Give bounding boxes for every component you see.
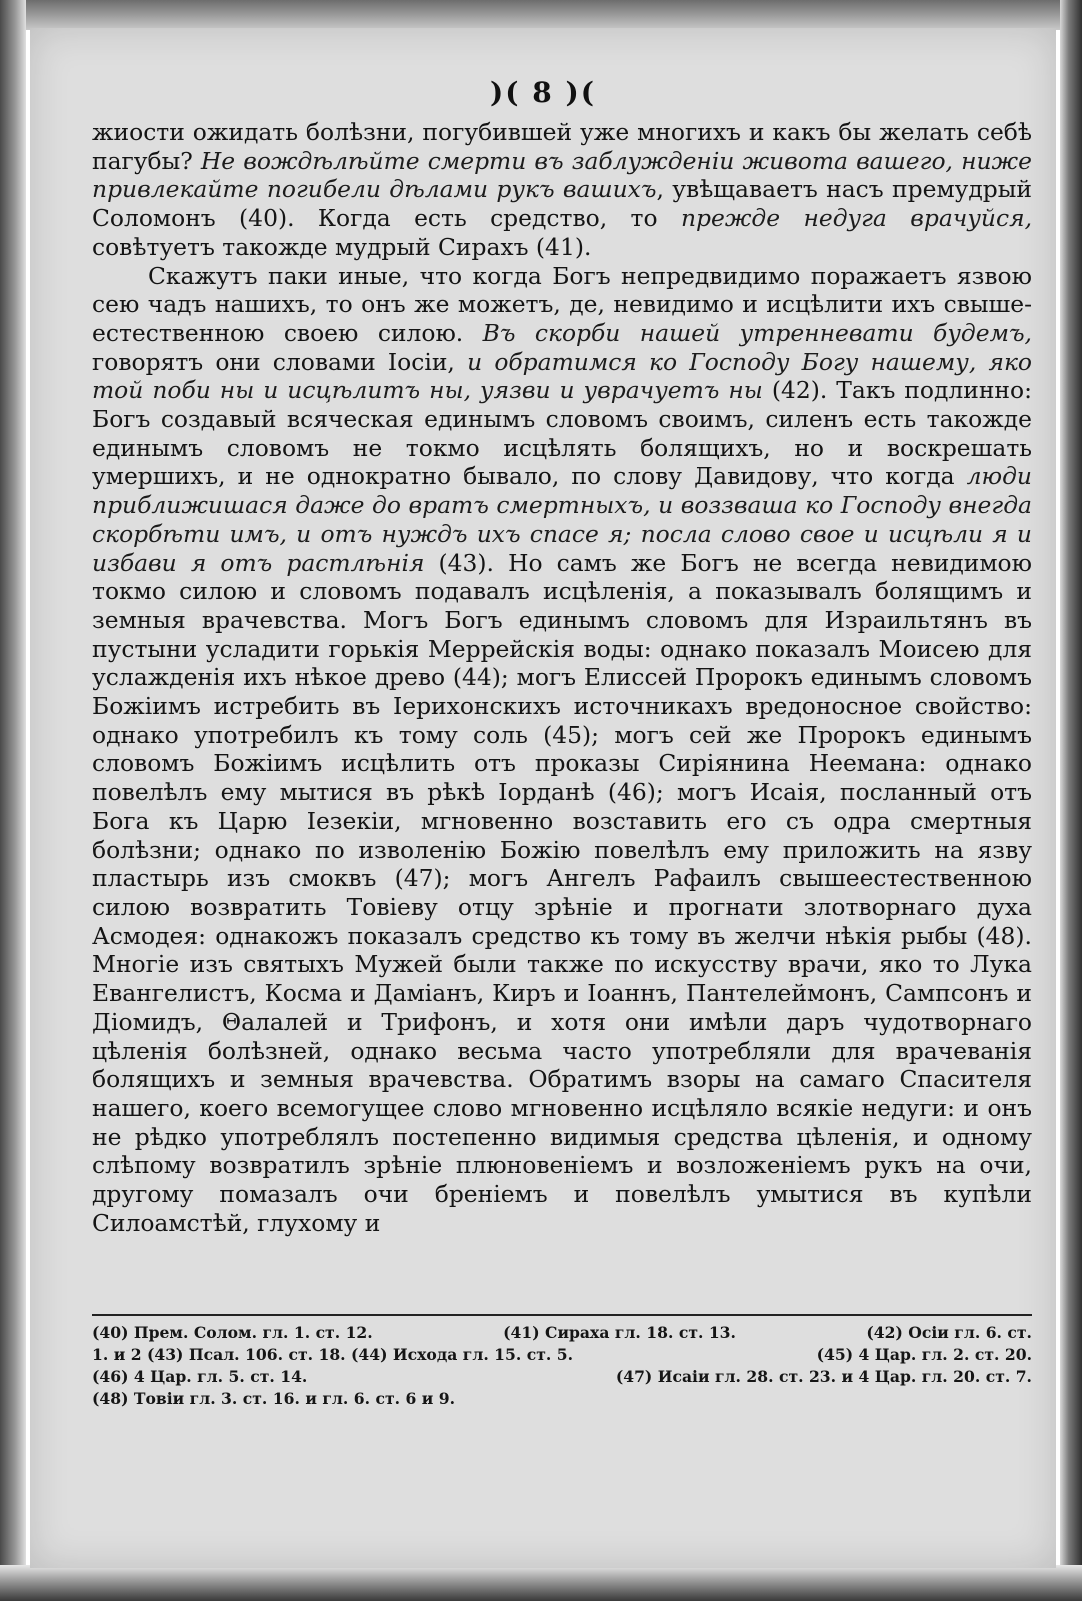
page-number: )( 8 )( <box>490 76 596 109</box>
scan-edge-right <box>1060 0 1082 1601</box>
footnote-reference: 1. и 2 (43) Псал. 106. ст. 18. (44) Исхода гл. 15. ст. 5. <box>92 1345 574 1364</box>
footnote-reference: (48) Товiи гл. 3. ст. 16. и гл. 6. ст. 6 и 9. <box>92 1389 456 1408</box>
scripture-quote: и обратимся ко Господу Богу нашему, яко той поби ны и исцѣлитъ ны, уязви и уврачуетъ ны <box>92 347 1033 405</box>
text-run: жиости ожидать болѣзни, погубившей уже многихъ и какъ бы желать себѣ пагубы? <box>92 118 1032 175</box>
footnote-line <box>92 1388 1032 1410</box>
footnote-reference: (45) 4 Цар. гл. 2. ст. 20. <box>816 1345 1032 1364</box>
text-run: говорятъ они словами Iосiи, <box>92 347 468 376</box>
scan-edge-bottom <box>0 1565 1082 1601</box>
footnote-line <box>92 1344 1032 1366</box>
paragraph <box>92 262 1032 1238</box>
scan-edge-left <box>0 0 26 1601</box>
footnote-reference: (47) Исаiи гл. 28. ст. 23. и 4 Цар. гл. 20. ст. 7. <box>615 1367 1032 1386</box>
footnote-reference: (42) Осiи гл. 6. ст. <box>866 1323 1032 1342</box>
footnote-reference: (46) 4 Цар. гл. 5. ст. 14. <box>92 1367 308 1386</box>
scripture-quote: Не вождѣлѣйте смерти въ заблужденiи живота вашего, нижe привлекайте погибели дѣлами рукъ вашихъ <box>92 146 1032 204</box>
text-run: (42). Такъ подлинно: Богъ создавый всяческая единымъ словомъ своимъ, силенъ есть такожде единымъ словомъ не токмо исцѣлять болящихъ, но и воскрешать умершихъ, и не однократно бывало, по слову Давидову, что когда <box>92 376 1032 491</box>
footnote-divider <box>92 1314 1032 1316</box>
book-page <box>30 28 1056 1568</box>
text-run: (43). Но самъ же Богъ не всегда невидимою токмо силою и словомъ подавалъ исцѣленiя, а показывалъ болящимъ и земныя врачевства. Могъ Богъ единымъ словомъ для Израильтянъ въ пустыни усладити горькiя Меррейскiя воды: однако показалъ Моисею для услажденiя ихъ нѣкое древо (44); могъ Елиссей Пророкъ единымъ словомъ Божiимъ истребить въ Iерихонскихъ источникахъ вредоносное свойство: однако употребилъ къ тому соль (45); могъ сей же Пророкъ единымъ словомъ Божiимъ исцѣлить отъ проказы Сирiянина Неемана: однако повелѣлъ ему мытися въ рѣкѣ Iорданѣ (46); могъ Исаiя, посланный отъ Бога къ Царю Iезекiи, мгновенно возставить его съ одра смертныя болѣзни; однако по изволенiю Божiю повелѣлъ ему приложить на язву пластырь изъ смоквъ (47); могъ Ангелъ Рафаилъ свышеестественною силою возвратить Товiеву отцу зрѣнiе и прогнати злотворнаго духа Асмодея: однакожъ показалъ средство къ тому въ желчи нѣкiя рыбы (48). Многiе изъ святыхъ Мужей были также по искусству врачи, яко то Лука Евангелистъ, Косма и Дамiанъ, Киръ и Iоаннъ, Пантелеймонъ, Сампсонъ и Дiомидъ, Θалалей и Трифонъ, и хотя они имѣли даръ чудотворнаго цѣленiя болѣзней, однако весьма часто употребляли для врачеванiя болящихъ и земныя врачевства. Обратимъ взоры на самаго Спасителя нашего, коего всемогущее слово мгновенно исцѣляло всякiе недуги: и онъ не рѣдко употреблялъ постепенно видимыя средства цѣленiя, и одному слѣпому возвратилъ зрѣнiе плюновенiемъ и возложенiемъ рукъ на очи, другому помазалъ очи бренiемъ и повелѣлъ умытися въ купѣли Силоамстѣй, глухому и <box>92 548 1032 1237</box>
footnote-line <box>92 1366 1032 1388</box>
scan-edge-top <box>0 0 1082 30</box>
main-text <box>92 118 1032 1237</box>
scripture-quote: люди приближишася даже до вратъ смертныхъ, и воззваша ко Господу внегда скорбѣти имъ, и отъ нуждъ ихъ спасе я; посла слово свое и исцѣли я и избави я отъ растлѣнiя <box>92 462 1032 577</box>
footnote-reference: (41) Сираха гл. 18. ст. 13. <box>503 1323 736 1342</box>
text-run: совѣтуетъ такожде мудрый Сирахъ (41). <box>92 232 592 261</box>
scripture-quote: Въ скорби нашей утренневати будемъ, <box>482 318 1032 347</box>
scripture-quote: прежде недуга врачуйся, <box>680 204 1033 233</box>
paragraph <box>92 118 1032 262</box>
text-run: , увѣщаваетъ насъ премудрый Соломонъ (40). Когда есть средство, то <box>92 175 1032 233</box>
footnotes <box>92 1322 1032 1410</box>
text-run: Скажутъ паки иные, что когда Богъ непредвидимо поражаетъ язвою сею чадъ нашихъ, то онъ же можетъ, де, невидимо и исцѣлити ихъ свыше-естественною своею силою. <box>92 261 1032 347</box>
footnote-line <box>92 1322 1032 1344</box>
footnote-reference: (40) Прем. Солом. гл. 1. ст. 12. <box>92 1323 373 1342</box>
